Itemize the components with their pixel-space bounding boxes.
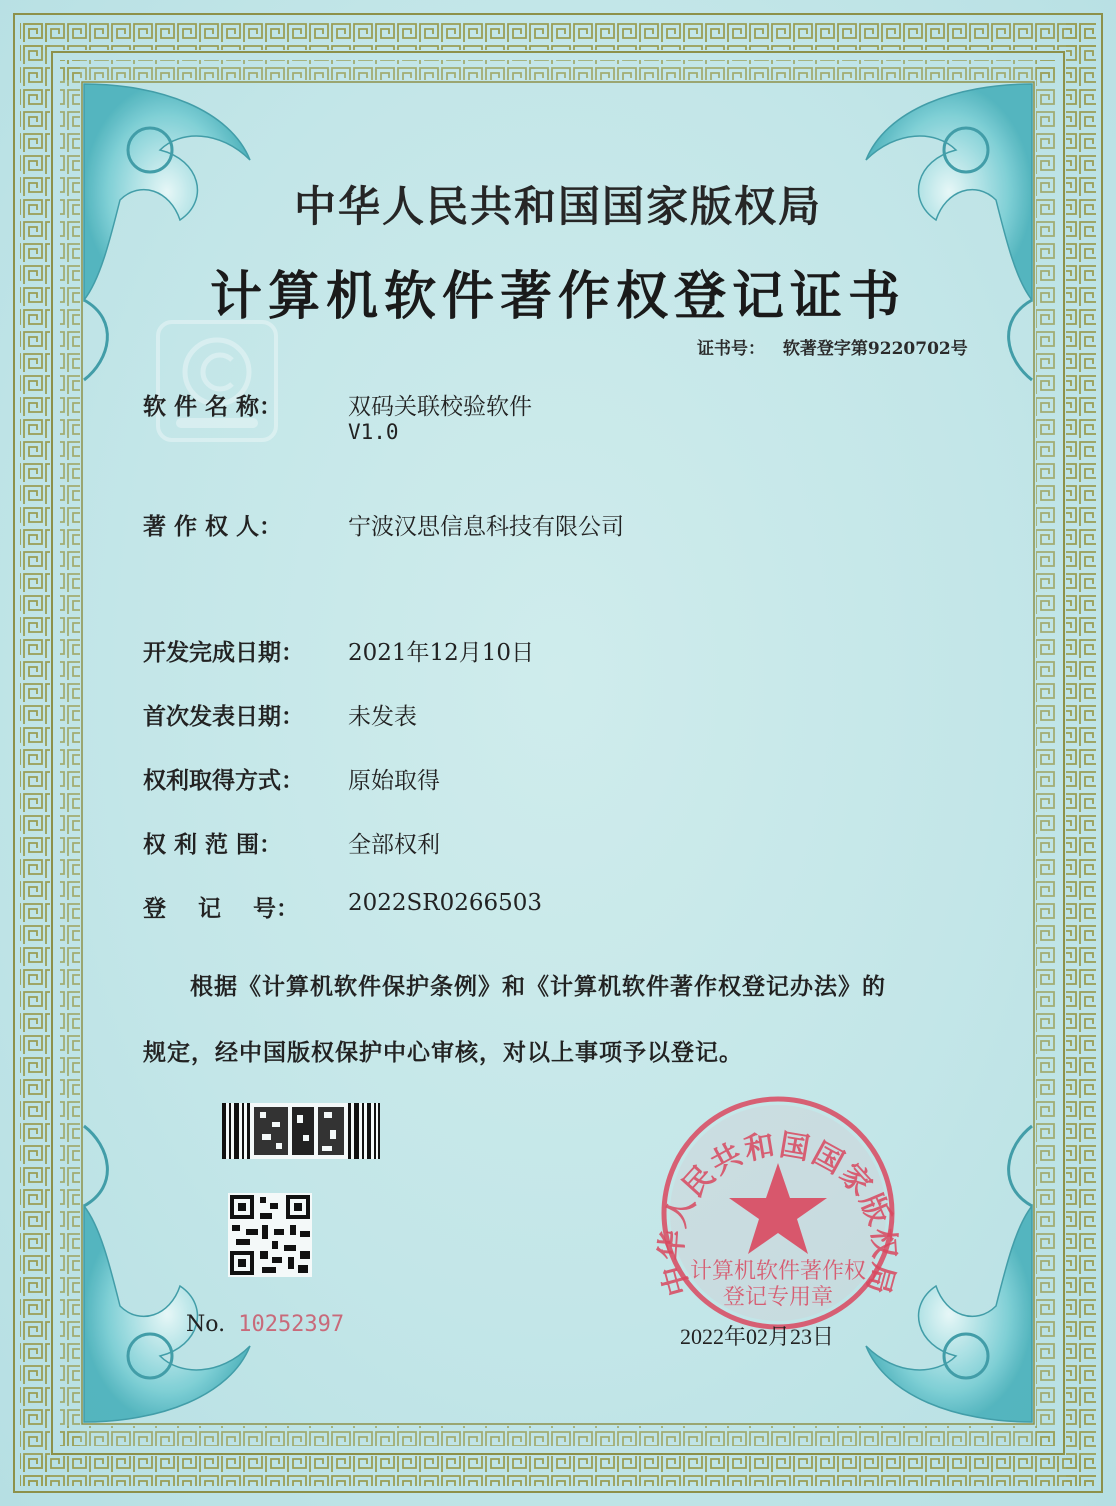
field-label-publish-date: 首次发表日期： <box>143 703 304 730</box>
field-value-acquisition: 原始取得 <box>348 768 440 794</box>
field-value-registration-no: 2022SR0266503 <box>348 890 543 916</box>
serial-number <box>186 1312 344 1337</box>
certificate-number-value: 软著登字第9220702号 <box>782 339 968 359</box>
seal-inner-line1: 计算机软件著作权 <box>689 1259 867 1284</box>
statement-line-1: 根据《计算机软件保护条例》和《计算机软件著作权登记办法》的 <box>190 973 886 1000</box>
field-value-software-name: 双码关联校验软件 <box>348 394 532 420</box>
statement-line-2: 规定，经中国版权保护中心审核，对以上事项予以登记。 <box>143 1039 743 1066</box>
field-label-scope: 权 利 范 围： <box>143 831 283 858</box>
field-value-owner: 宁波汉思信息科技有限公司 <box>348 514 624 540</box>
seal-inner-line2: 登记专用章 <box>722 1285 834 1310</box>
certificate-title: 计算机软件著作权登记证书 <box>209 266 906 327</box>
issuer-title: 中华人民共和国国家版权局 <box>293 182 822 231</box>
field-label-owner: 著 作 权 人： <box>143 513 283 540</box>
field-value-publish-date: 未发表 <box>348 704 417 730</box>
serial-label: No. <box>186 1312 226 1337</box>
field-value-scope: 全部权利 <box>348 832 440 858</box>
certificate-number <box>697 334 968 359</box>
issue-date: 2022年02月23日 <box>680 1324 835 1349</box>
seal-outer-text: 中华人民共和国国家版权局 <box>654 1127 902 1300</box>
certificate-number-label: 证书号： <box>697 339 765 359</box>
field-value-completion-date: 2021年12月10日 <box>348 640 535 666</box>
field-label-completion-date: 开发完成日期： <box>143 639 304 666</box>
field-label-software-name: 软 件 名 称： <box>143 393 283 420</box>
serial-value: 10252397 <box>238 1312 345 1337</box>
field-label-registration-no: 登 记 号： <box>143 895 300 922</box>
field-label-acquisition: 权利取得方式： <box>143 767 304 794</box>
field-value-version: V1.0 <box>348 420 399 444</box>
